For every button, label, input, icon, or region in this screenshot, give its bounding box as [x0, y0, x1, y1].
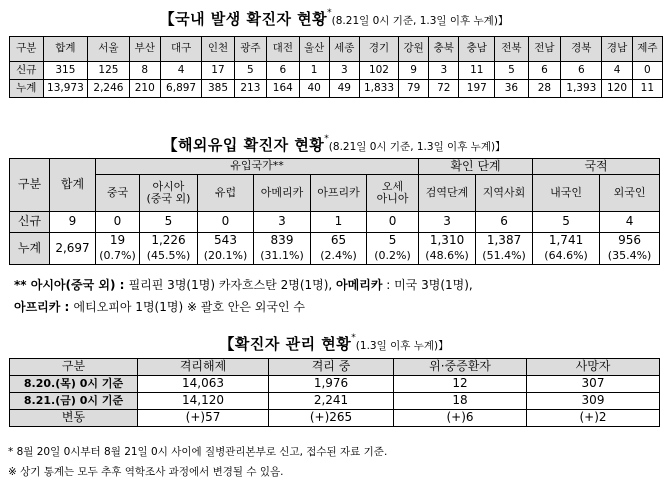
- table-cell: 120: [602, 80, 632, 98]
- table-cell: 9: [50, 212, 96, 233]
- table-cell: 3: [329, 62, 359, 80]
- management-row-change: [10, 410, 660, 427]
- header-cell: 세종: [329, 37, 359, 62]
- table-cell: (+)265: [269, 410, 394, 427]
- percent-cell: (0.7%): [96, 249, 140, 265]
- header-cell: 아프리카: [311, 175, 367, 212]
- table-cell: 5: [533, 212, 600, 233]
- management-table: [9, 358, 660, 427]
- table-cell: 307: [527, 376, 660, 393]
- table-cell: 543: [198, 233, 254, 250]
- header-cell: 서울: [88, 37, 129, 62]
- table-cell: 14,063: [138, 376, 269, 393]
- header-cell: 부산: [129, 37, 160, 62]
- row-label: 변동: [10, 410, 138, 427]
- overseas-percent-row: [10, 249, 660, 265]
- table-cell: 385: [202, 80, 234, 98]
- table-cell: 13,973: [43, 80, 88, 98]
- table-cell: 65: [311, 233, 367, 250]
- header-cell: 합계: [50, 159, 96, 212]
- origin-footnote-line-2: 아프리카 : 에티오피아 1명(1명) ※ 괄호 안은 외국인 수: [14, 300, 305, 314]
- table-cell: 3: [419, 212, 476, 233]
- domestic-total-row: [10, 80, 663, 98]
- table-cell: 0: [96, 212, 140, 233]
- table-cell: 6: [476, 212, 533, 233]
- header-cell: 확인 단계: [419, 159, 533, 175]
- table-cell: 3: [254, 212, 311, 233]
- percent-cell: (51.4%): [476, 249, 533, 265]
- table-cell: 2,241: [269, 393, 394, 410]
- table-cell: 164: [267, 80, 299, 98]
- header-cell: 대구: [160, 37, 201, 62]
- table-cell: 1,310: [419, 233, 476, 250]
- table-cell: 3: [429, 62, 459, 80]
- table-cell: 1,393: [561, 80, 602, 98]
- overseas-header-row-1: [10, 159, 660, 175]
- domestic-new-row: [10, 62, 663, 80]
- header-cell: 충남: [459, 37, 495, 62]
- header-cell: 경북: [561, 37, 602, 62]
- table-cell: 0: [198, 212, 254, 233]
- row-label: 누계: [10, 233, 50, 265]
- table-cell: 2,246: [88, 80, 129, 98]
- header-cell: 내국인: [533, 175, 600, 212]
- percent-cell: (45.5%): [140, 249, 198, 265]
- table-cell: 315: [43, 62, 88, 80]
- percent-cell: (20.1%): [198, 249, 254, 265]
- overseas-table: [9, 158, 660, 265]
- table-cell: 2,697: [50, 233, 96, 265]
- header-cell: 지역사회: [476, 175, 533, 212]
- header-cell: 격리 중: [269, 359, 394, 376]
- overseas-header-row-2: [10, 175, 660, 212]
- header-cell: 구분: [10, 159, 50, 212]
- table-cell: 4: [160, 62, 201, 80]
- header-cell: 울산: [299, 37, 329, 62]
- table-cell: 1,226: [140, 233, 198, 250]
- header-cell: 구분: [10, 359, 138, 376]
- table-cell: 1: [311, 212, 367, 233]
- percent-cell: (0.2%): [367, 249, 419, 265]
- header-cell: 대전: [267, 37, 299, 62]
- table-cell: (+)6: [394, 410, 527, 427]
- table-cell: 11: [632, 80, 662, 98]
- domestic-table: [9, 36, 663, 98]
- table-cell: 6: [528, 62, 560, 80]
- header-cell: 격리해제: [138, 359, 269, 376]
- domestic-title: 【국내 발생 확진자 현황*(8.21일 0시 기준, 1.3일 이후 누계)】: [159, 8, 509, 28]
- table-cell: 213: [234, 80, 266, 98]
- header-cell: 유입국가**: [96, 159, 419, 175]
- header-cell: 구분: [10, 37, 44, 62]
- table-cell: 40: [299, 80, 329, 98]
- header-cell: 광주: [234, 37, 266, 62]
- table-cell: 19: [96, 233, 140, 250]
- domestic-header-row: [10, 37, 663, 62]
- row-label: 누계: [10, 80, 44, 98]
- table-cell: 72: [429, 80, 459, 98]
- table-cell: 79: [399, 80, 429, 98]
- table-cell: (+)57: [138, 410, 269, 427]
- table-cell: 0: [367, 212, 419, 233]
- table-cell: 14,120: [138, 393, 269, 410]
- table-cell: 6: [267, 62, 299, 80]
- header-cell: 오세 아니아: [367, 175, 419, 212]
- management-row-0820: [10, 376, 660, 393]
- row-label: 신규: [10, 212, 50, 233]
- table-cell: 6,897: [160, 80, 201, 98]
- header-cell: 경기: [359, 37, 398, 62]
- table-cell: 5: [495, 62, 529, 80]
- percent-cell: (2.4%): [311, 249, 367, 265]
- table-cell: 49: [329, 80, 359, 98]
- overseas-total-row: [10, 233, 660, 250]
- table-cell: 1: [299, 62, 329, 80]
- table-cell: 1,833: [359, 80, 398, 98]
- row-label: 8.20.(목) 0시 기준: [10, 376, 138, 393]
- table-cell: (+)2: [527, 410, 660, 427]
- header-cell: 검역단계: [419, 175, 476, 212]
- header-cell: 전남: [528, 37, 560, 62]
- header-cell: 외국인: [600, 175, 660, 212]
- management-header-row: [10, 359, 660, 376]
- percent-cell: (48.6%): [419, 249, 476, 265]
- table-cell: 956: [600, 233, 660, 250]
- header-cell: 인천: [202, 37, 234, 62]
- row-label: 8.21.(금) 0시 기준: [10, 393, 138, 410]
- table-cell: 197: [459, 80, 495, 98]
- table-cell: 1,976: [269, 376, 394, 393]
- row-label: 신규: [10, 62, 44, 80]
- header-cell: 중국: [96, 175, 140, 212]
- header-cell: 아시아 (중국 외): [140, 175, 198, 212]
- table-cell: 36: [495, 80, 529, 98]
- table-cell: 9: [399, 62, 429, 80]
- table-cell: 210: [129, 80, 160, 98]
- table-cell: 839: [254, 233, 311, 250]
- overseas-title: 【해외유입 확진자 현황*(8.21일 0시 기준, 1.3일 이후 누계)】: [162, 134, 506, 154]
- header-cell: 충북: [429, 37, 459, 62]
- table-cell: 12: [394, 376, 527, 393]
- table-cell: 125: [88, 62, 129, 80]
- table-cell: 6: [561, 62, 602, 80]
- table-cell: 5: [140, 212, 198, 233]
- header-cell: 국적: [533, 159, 660, 175]
- source-note: * 8월 20일 0시부터 8월 21일 0시 사이에 질병관리본부로 신고, 접수된 자료 기준.: [8, 446, 388, 458]
- header-cell: 전북: [495, 37, 529, 62]
- percent-cell: (35.4%): [600, 249, 660, 265]
- header-cell: 제주: [632, 37, 662, 62]
- table-cell: 4: [600, 212, 660, 233]
- table-cell: 11: [459, 62, 495, 80]
- table-cell: 18: [394, 393, 527, 410]
- table-cell: 28: [528, 80, 560, 98]
- header-cell: 위·중증환자: [394, 359, 527, 376]
- percent-cell: (64.6%): [533, 249, 600, 265]
- header-cell: 강원: [399, 37, 429, 62]
- table-cell: 309: [527, 393, 660, 410]
- table-cell: 5: [367, 233, 419, 250]
- table-cell: 8: [129, 62, 160, 80]
- management-title: 【확진자 관리 현황*(1.3일 이후 누계)】: [219, 333, 449, 353]
- table-cell: 1,741: [533, 233, 600, 250]
- table-cell: 5: [234, 62, 266, 80]
- header-cell: 경남: [602, 37, 632, 62]
- header-cell: 유럽: [198, 175, 254, 212]
- management-row-0821: [10, 393, 660, 410]
- table-cell: 4: [602, 62, 632, 80]
- header-cell: 합계: [43, 37, 88, 62]
- origin-footnote-line-1: ** 아시아(중국 외) : 필리핀 3명(1명) 카자흐스탄 2명(1명), 아메리카 : 미국 3명(1명),: [14, 278, 473, 292]
- overseas-new-row: [10, 212, 660, 233]
- disclaimer-note: ※ 상기 통계는 모두 추후 역학조사 과정에서 변경될 수 있음.: [8, 466, 284, 478]
- percent-cell: (31.1%): [254, 249, 311, 265]
- header-cell: 사망자: [527, 359, 660, 376]
- table-cell: 17: [202, 62, 234, 80]
- header-cell: 아메리카: [254, 175, 311, 212]
- table-cell: 1,387: [476, 233, 533, 250]
- table-cell: 102: [359, 62, 398, 80]
- table-cell: 0: [632, 62, 662, 80]
